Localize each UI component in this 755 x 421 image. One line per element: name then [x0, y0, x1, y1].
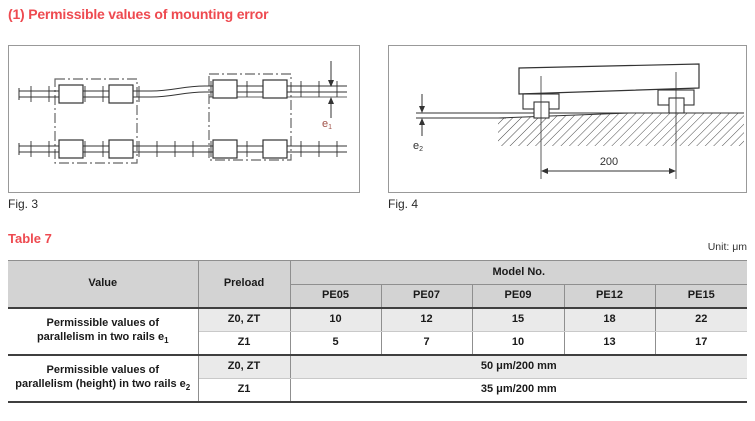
col-header-model-pe07: PE07: [381, 285, 472, 309]
value-cell: 22: [655, 308, 747, 332]
row-label-parallelism-e1: [8, 308, 198, 355]
e1-dimension-label: e1: [322, 118, 333, 131]
span-dimension: [541, 168, 676, 174]
row-label-parallelism-e2: [8, 355, 198, 402]
value-cell: 13: [564, 332, 655, 356]
row-label-subscript: 1: [164, 335, 169, 345]
col-header-preload: Preload: [198, 261, 290, 309]
col-header-model-pe09: PE09: [472, 285, 564, 309]
e1-dimension: [328, 61, 334, 118]
merged-value-cell: 35 μm/200 mm: [290, 379, 747, 403]
row-label-line2: parallelism in two rails e: [36, 330, 165, 343]
preload-cell: Z0, ZT: [198, 355, 290, 379]
preload-cell: Z0, ZT: [198, 308, 290, 332]
value-cell: 12: [381, 308, 472, 332]
figure-3-box: [8, 45, 360, 193]
row-label-line1: Permissible values of: [46, 317, 159, 330]
table-7-label: Table 7: [8, 231, 52, 246]
figure-4-drawing: [389, 46, 746, 192]
preload-cell: Z1: [198, 332, 290, 356]
preload-cell: Z1: [198, 379, 290, 403]
merged-value-cell: 50 μm/200 mm: [290, 355, 747, 379]
table-7: [8, 260, 747, 403]
col-header-value: Value: [8, 261, 198, 309]
row-label-line2: parallelism (height) in two rails e: [15, 377, 186, 390]
col-header-model-no: Model No.: [290, 261, 747, 285]
e2-dimension-label: e2: [413, 140, 424, 153]
col-header-model-pe15: PE15: [655, 285, 747, 309]
col-header-model-pe12: PE12: [564, 285, 655, 309]
section-title: (1) Permissible values of mounting error: [8, 6, 269, 22]
span-dimension-label: 200: [599, 156, 619, 168]
value-cell: 7: [381, 332, 472, 356]
phantom-outline-rects: [55, 74, 291, 163]
figure-3-caption: Fig. 3: [8, 197, 39, 211]
row-label-line1: Permissible values of: [46, 364, 159, 377]
col-header-model-pe05: PE05: [290, 285, 381, 309]
value-cell: 5: [290, 332, 381, 356]
unit-label: Unit: μm: [707, 241, 747, 253]
e2-dimension: [419, 94, 425, 136]
value-cell: 15: [472, 308, 564, 332]
figure-3-drawing: [9, 46, 359, 192]
value-cell: 10: [290, 308, 381, 332]
figure-4-caption: Fig. 4: [388, 197, 419, 211]
figure-4-box: [388, 45, 747, 193]
value-cell: 18: [564, 308, 655, 332]
value-cell: 17: [655, 332, 747, 356]
value-cell: 10: [472, 332, 564, 356]
row-label-subscript: 2: [185, 382, 191, 392]
